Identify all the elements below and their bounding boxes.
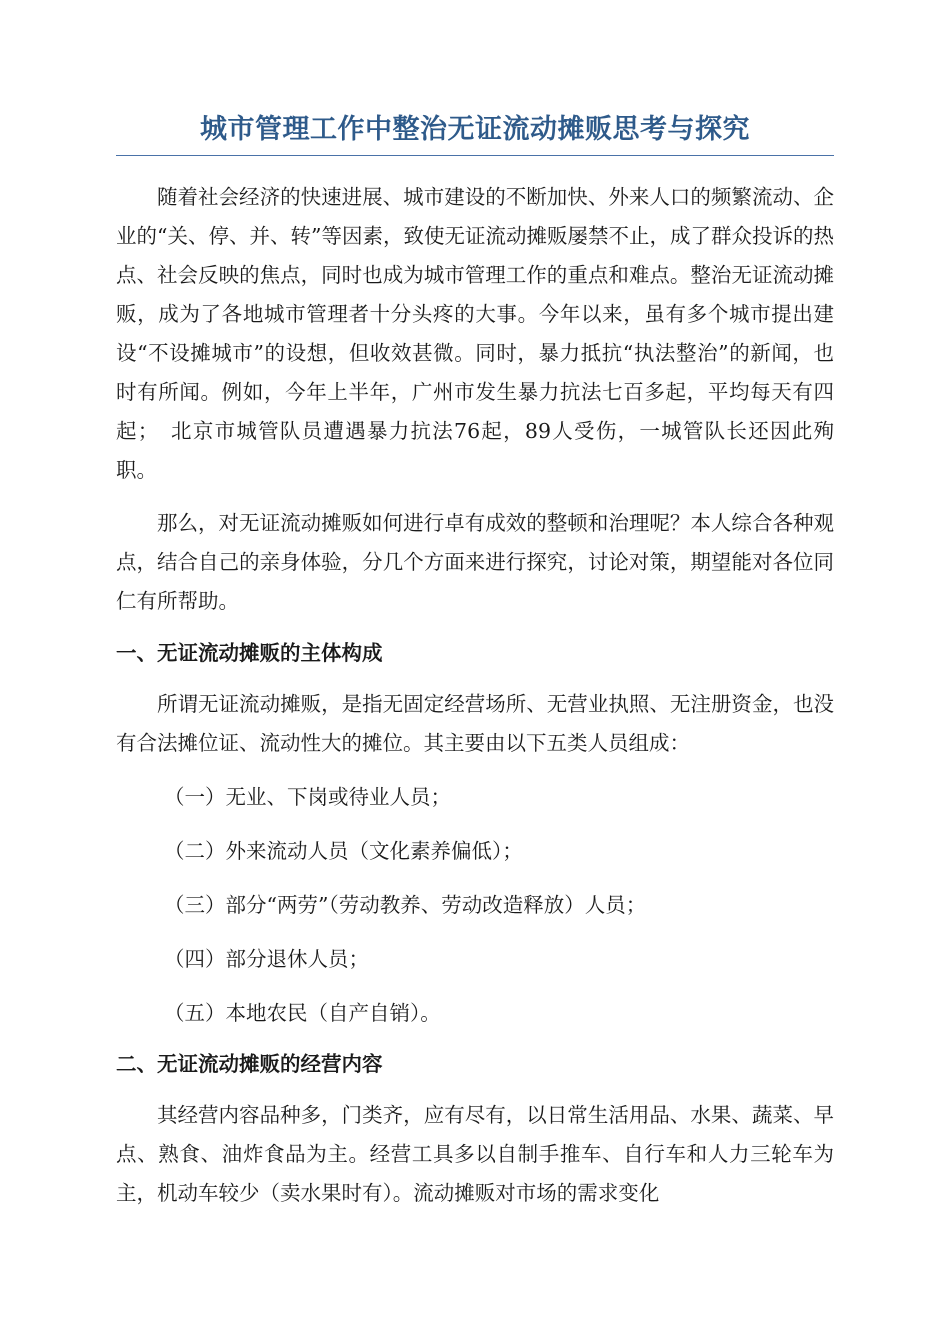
list-item: （一）无业、下岗或待业人员；: [164, 785, 451, 809]
composition-list: [116, 778, 834, 1033]
section-1-heading: 一、无证流动摊贩的主体构成: [116, 641, 383, 665]
document-page: [116, 108, 834, 1213]
document-title: 城市管理工作中整治无证流动摊贩思考与探究: [116, 108, 834, 156]
section-2-heading: 二、无证流动摊贩的经营内容: [116, 1052, 383, 1076]
list-item: （四）部分退休人员；: [164, 947, 369, 971]
list-item: （三）部分“两劳”（劳动教养、劳动改造释放）人员；: [164, 893, 647, 917]
list-item: （二）外来流动人员（文化素养偏低）；: [164, 839, 523, 863]
section-1-paragraph: 所谓无证流动摊贩，是指无固定经营场所、无营业执照、无注册资金，也没有合法摊位证、流动性大的摊位。其主要由以下五类人员组成：: [116, 692, 834, 755]
intro-paragraph-2: 那么，对无证流动摊贩如何进行卓有成效的整顿和治理呢？本人综合各种观点，结合自己的亲身体验，分几个方面来进行探究，讨论对策，期望能对各位同仁有所帮助。: [116, 511, 834, 613]
section-2-paragraph: 其经营内容品种多，门类齐，应有尽有，以日常生活用品、水果、蔬菜、早点、熟食、油炸食品为主。经营工具多以自制手推车、自行车和人力三轮车为主，机动车较少（卖水果时有）。流动摊贩对市场的需求变化: [116, 1103, 834, 1205]
list-item: （五）本地农民（自产自销）。: [164, 1001, 441, 1025]
intro-paragraph-1: 随着社会经济的快速进展、城市建设的不断加快、外来人口的频繁流动、企业的“关、停、并、转”等因素，致使无证流动摊贩屡禁不止，成了群众投诉的热点、社会反映的焦点，同时也成为城市管理工作的重点和难点。整治无证流动摊贩，成为了各地城市管理者十分头疼的大事。今年以来，虽有多个城市提出建设“不设摊城市”的设想，但收效甚微。同时，暴力抵抗“执法整治”的新闻，也时有所闻。例如，今年上半年，广州市发生暴力抗法七百多起，平均每天有四起； 北京市城管队员遭遇暴力抗法76起，89人受伤，一城管队长还因此殉职。: [116, 185, 834, 482]
